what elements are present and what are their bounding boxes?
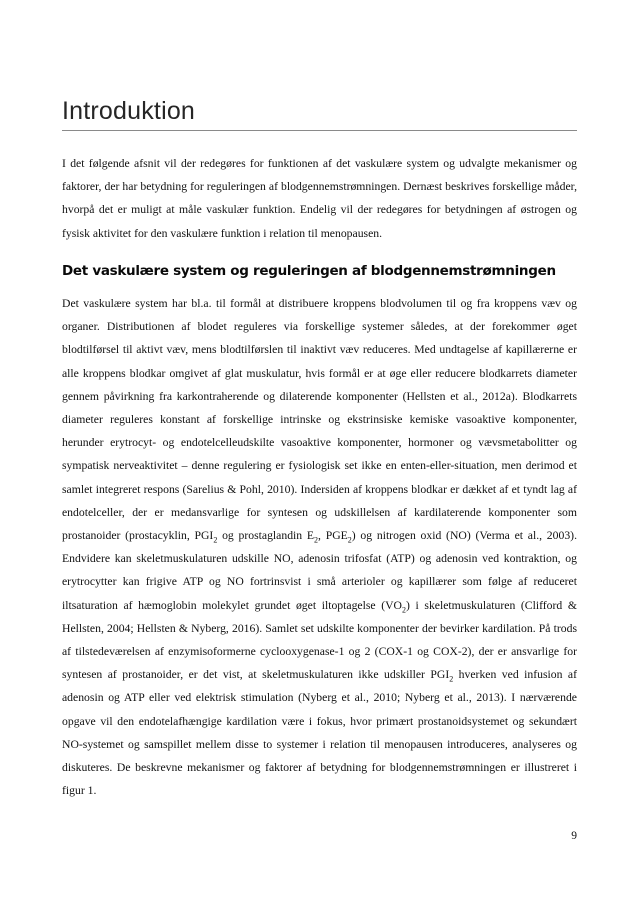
heading-rule — [62, 130, 577, 131]
subscript: 2 — [314, 535, 319, 545]
section-heading: Det vaskulære system og reguleringen af blodgennemstrømningen — [62, 263, 556, 279]
body-text-3: , PGE — [318, 529, 348, 543]
subscript: 2 — [449, 674, 454, 684]
body-paragraph — [62, 292, 577, 802]
intro-paragraph: I det følgende afsnit vil der redegøres for funktionen af det vaskulære system og udvalgte mekanismer og faktorer, der har betydning for reguleringen af blodgennemstrømningen. Dernæst beskrives forskellige måder, hvorpå det er muligt at måle vaskulær funktion. Endelig vil der redegøres for betydningen af østrogen og fysisk aktivitet for den vaskulære funktion i relation til menopausen. — [62, 157, 577, 240]
body-text-4: ) og nitrogen oxid (NO) (Verma et al., 2003). Endvidere kan skeletmuskulaturen udskille NO, adenosin trifosfat (ATP) og adenosin ved kontraktion, og erytrocytter kan frigive ATP og NO fortrinsvist i små arterioler og kapillærer som følge af reduceret iltsaturation af hæmoglobin molekylet grundet øget iltoptagelse (VO — [62, 529, 577, 612]
body-text-5: ) i skeletmuskulaturen (Clifford & Hellsten, 2004; Hellsten & Nyberg, 2016). Samlet set udskilte komponenter der bevirker kardilation. På trods af tilstedeværelsen af enzymisoformerne cyclooxygenase-1 og 2 (COX-1 og COX-2), der er ansvarlige for syntesen af prostanoider, er det vist, at skeletmuskulaturen ikke udskiller PGI — [62, 598, 577, 682]
subscript: 2 — [347, 535, 352, 545]
page-number: 9 — [571, 830, 577, 842]
body-text-2: og prostaglandin E — [217, 529, 315, 543]
subscript: 2 — [213, 535, 218, 545]
body-text-6: hverken ved infusion af adenosin og ATP eller ved elektrisk stimulation (Nyberg et al., 2010; Nyberg et al., 2013). I nærværende opgave vil den endotelafhængige kardilation være i fokus, hvor primært prostanoidsystemet og sekundært NO-systemet og samspillet mellem disse to systemer i relation til menopausen introduceres, analyseres og diskuteres. De beskrevne mekanismer og faktorer af betydning for blodgennemstrømningen er illustreret i figur 1. — [62, 668, 577, 798]
page-heading: Introduktion — [62, 97, 196, 125]
body-text-1: Det vaskulære system har bl.a. til formål at distribuere kroppens blodvolumen til og fra kroppens væv og organer. Distributionen af blodet reguleres via forskellige systemer således, at der forekommer øget blodtilførsel til aktivt væv, mens blodtilførslen til inaktivt væv reduceres. Med undtagelse af kapillærerne er alle kroppens blodkar omgivet af glat muskulatur, hvis formål er at øge eller reducere blodkarrets diameter gennem påvirkning fra karkontraherende og dilaterende komponenter (Hellsten et al., 2012a). Blodkarrets diameter reguleres konstant af forskellige intrinske og ekstrinsiske kemiske vasoaktive komponenter, herunder erytrocyt- og endotelcelleudskilte vasoaktive komponenter, hormoner og vævsmetabolitter og sympatisk nerveaktivitet – denne regulering er fysiologisk set ikke en enten-eller-situation, men derimod et samlet integreret respons (Sarelius & Pohl, 2010). Indersiden af kroppens blodkar er dækket af et tyndt lag af endotelceller, der er medansvarlige for syntesen og udskillelsen af kardilaterende komponenter som prostanoider (prostacyklin, PGI — [62, 297, 577, 543]
subscript: 2 — [402, 604, 406, 614]
